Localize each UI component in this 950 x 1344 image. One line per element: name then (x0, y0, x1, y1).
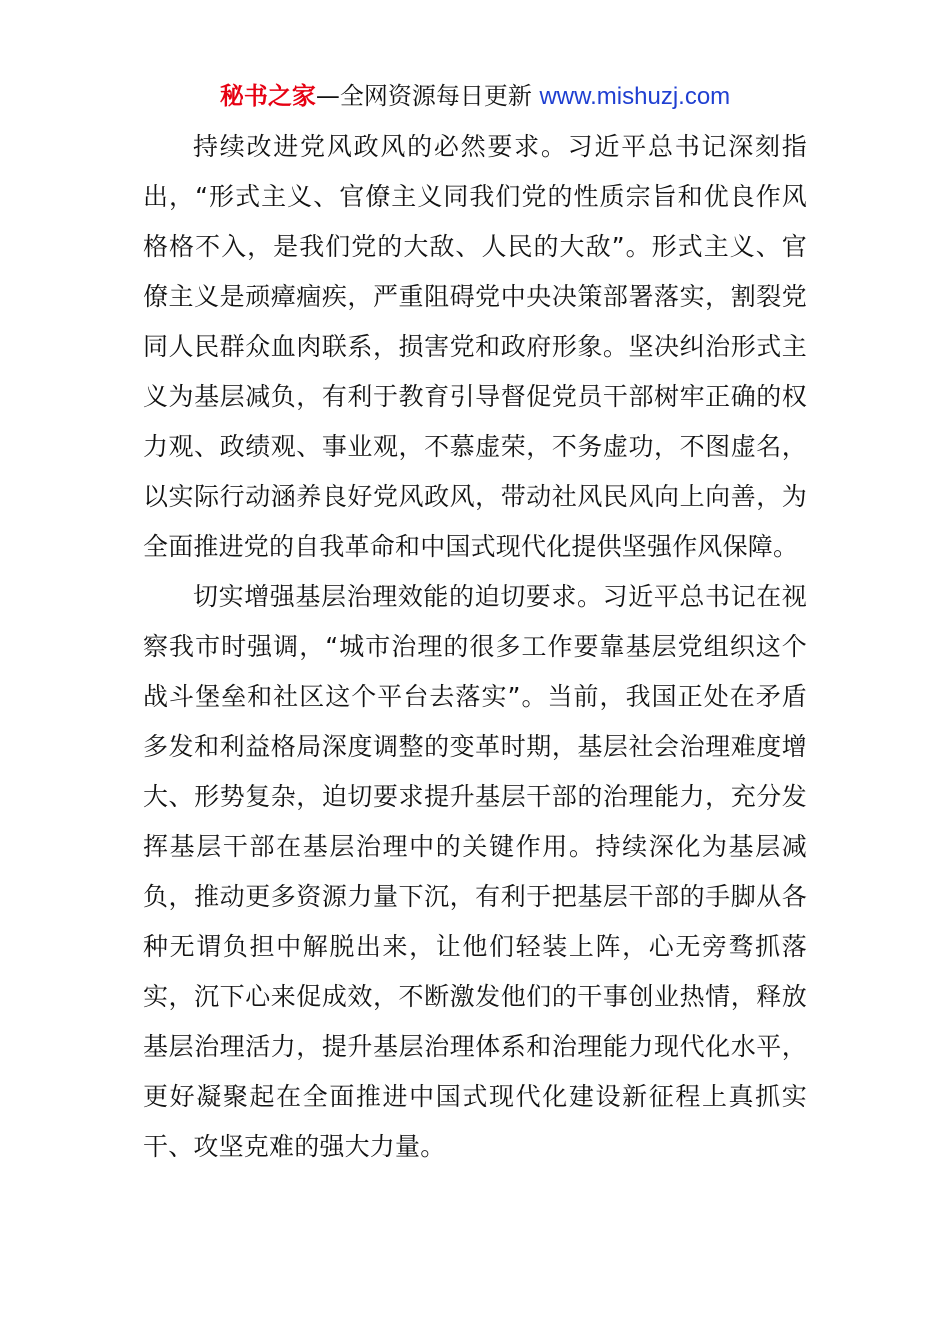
header-tagline: —全网资源每日更新 (315, 82, 540, 110)
website-link[interactable]: www.mishuzj.com (539, 83, 731, 110)
paragraph-party-style: 持续改进党风政风的必然要求。习近平总书记深刻指出，“形式主义、官僚主义同我们党的性质宗旨和优良作风格格不入，是我们党的大敌、人民的大敌”。形式主义、官僚主义是顽瘴痼疾，严重阻碍党中央决策部署落实，割裂党同人民群众血肉联系，损害党和政府形象。坚决纠治形式主义为基层减负，有利于教育引导督促党员干部树牢正确的权力观、政绩观、事业观，不慕虚荣，不务虚功，不图虚名，以实际行动涵养良好党风政风，带动社风民风向上向善，为全面推进党的自我革命和中国式现代化提供坚强作风保障。 (143, 132, 807, 561)
document-body (143, 122, 807, 1172)
paragraph-grassroots-governance: 切实增强基层治理效能的迫切要求。习近平总书记在视察我市时强调，“城市治理的很多工作要靠基层党组织这个战斗堡垒和社区这个平台去落实”。当前，我国正处在矛盾多发和利益格局深度调整的变革时期，基层社会治理难度增大、形势复杂，迫切要求提升基层干部的治理能力，充分发挥基层干部在基层治理中的关键作用。持续深化为基层减负，推动更多资源力量下沉，有利于把基层干部的手脚从各种无谓负担中解脱出来，让他们轻装上阵，心无旁骛抓落实，沉下心来促成效，不断激发他们的干事创业热情，释放基层治理活力，提升基层治理体系和治理能力现代化水平，更好凝聚起在全面推进中国式现代化建设新征程上真抓实干、攻坚克难的强大力量。 (143, 582, 807, 1161)
brand-name: 秘书之家 (219, 82, 316, 110)
page-header (0, 80, 950, 113)
